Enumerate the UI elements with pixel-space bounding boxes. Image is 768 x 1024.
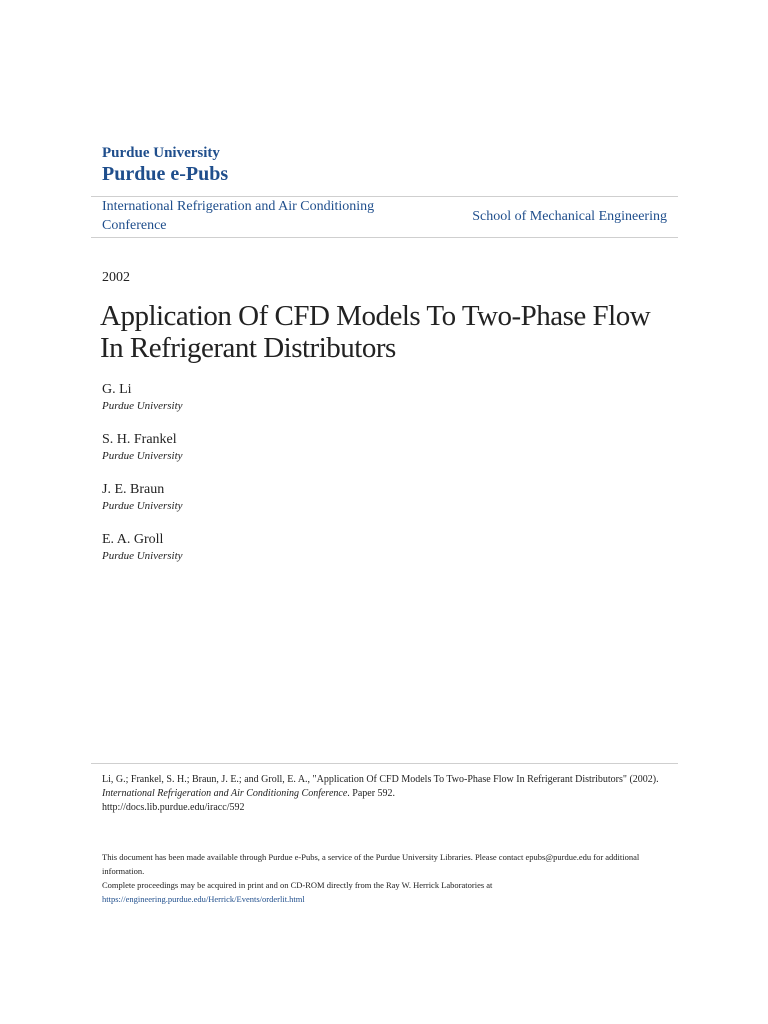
- proceedings-text: [102, 878, 668, 906]
- author-name: J. E. Braun: [102, 482, 165, 497]
- author-name: G. Li: [102, 382, 132, 397]
- author-name: E. A. Groll: [102, 532, 164, 547]
- citation-paper-number: . Paper 592.: [347, 788, 396, 799]
- author-entry: [102, 481, 183, 531]
- author-entry: [102, 381, 183, 431]
- author-name: S. H. Frankel: [102, 432, 177, 447]
- collections-divider: [91, 237, 678, 238]
- citation-block: [102, 773, 668, 815]
- author-affiliation: Purdue University: [102, 400, 183, 412]
- author-list: [102, 381, 183, 581]
- citation-divider: [91, 763, 678, 764]
- author-entry: [102, 431, 183, 481]
- availability-notice: [102, 850, 668, 906]
- proceedings-link[interactable]: https://engineering.purdue.edu/Herrick/Events/orderlit.html: [102, 894, 305, 904]
- paper-title: Application Of CFD Models To Two-Phase Flow In Refrigerant Distributors: [100, 300, 651, 364]
- author-affiliation: Purdue University: [102, 500, 183, 512]
- collections-bar: [102, 197, 667, 235]
- school-link[interactable]: School of Mechanical Engineering: [472, 209, 667, 224]
- purdue-epubs-link[interactable]: Purdue e-Pubs: [102, 163, 229, 185]
- publication-year: 2002: [102, 270, 130, 285]
- author-affiliation: Purdue University: [102, 450, 183, 462]
- author-entry: [102, 531, 183, 581]
- author-affiliation: Purdue University: [102, 550, 183, 562]
- proceedings-label: Complete proceedings may be acquired in print and on CD-ROM directly from the Ray W. Herrick Laboratories at: [102, 880, 493, 890]
- repository-brand: [102, 144, 228, 186]
- conference-link[interactable]: International Refrigeration and Air Conditioning Conference: [102, 199, 375, 233]
- availability-text: This document has been made available through Purdue e-Pubs, a service of the Purdue University Libraries. Please contact epubs@purdue.edu for additional information.: [102, 852, 640, 876]
- citation-lead: Li, G.; Frankel, S. H.; Braun, J. E.; and Groll, E. A., "Application Of CFD Models To Two-Phase Flow In Refrigerant Distributors" (2002).: [102, 774, 659, 785]
- purdue-university-link[interactable]: Purdue University: [102, 145, 220, 161]
- citation-venue: International Refrigeration and Air Conditioning Conference: [102, 788, 348, 799]
- citation-url[interactable]: http://docs.lib.purdue.edu/iracc/592: [102, 802, 245, 813]
